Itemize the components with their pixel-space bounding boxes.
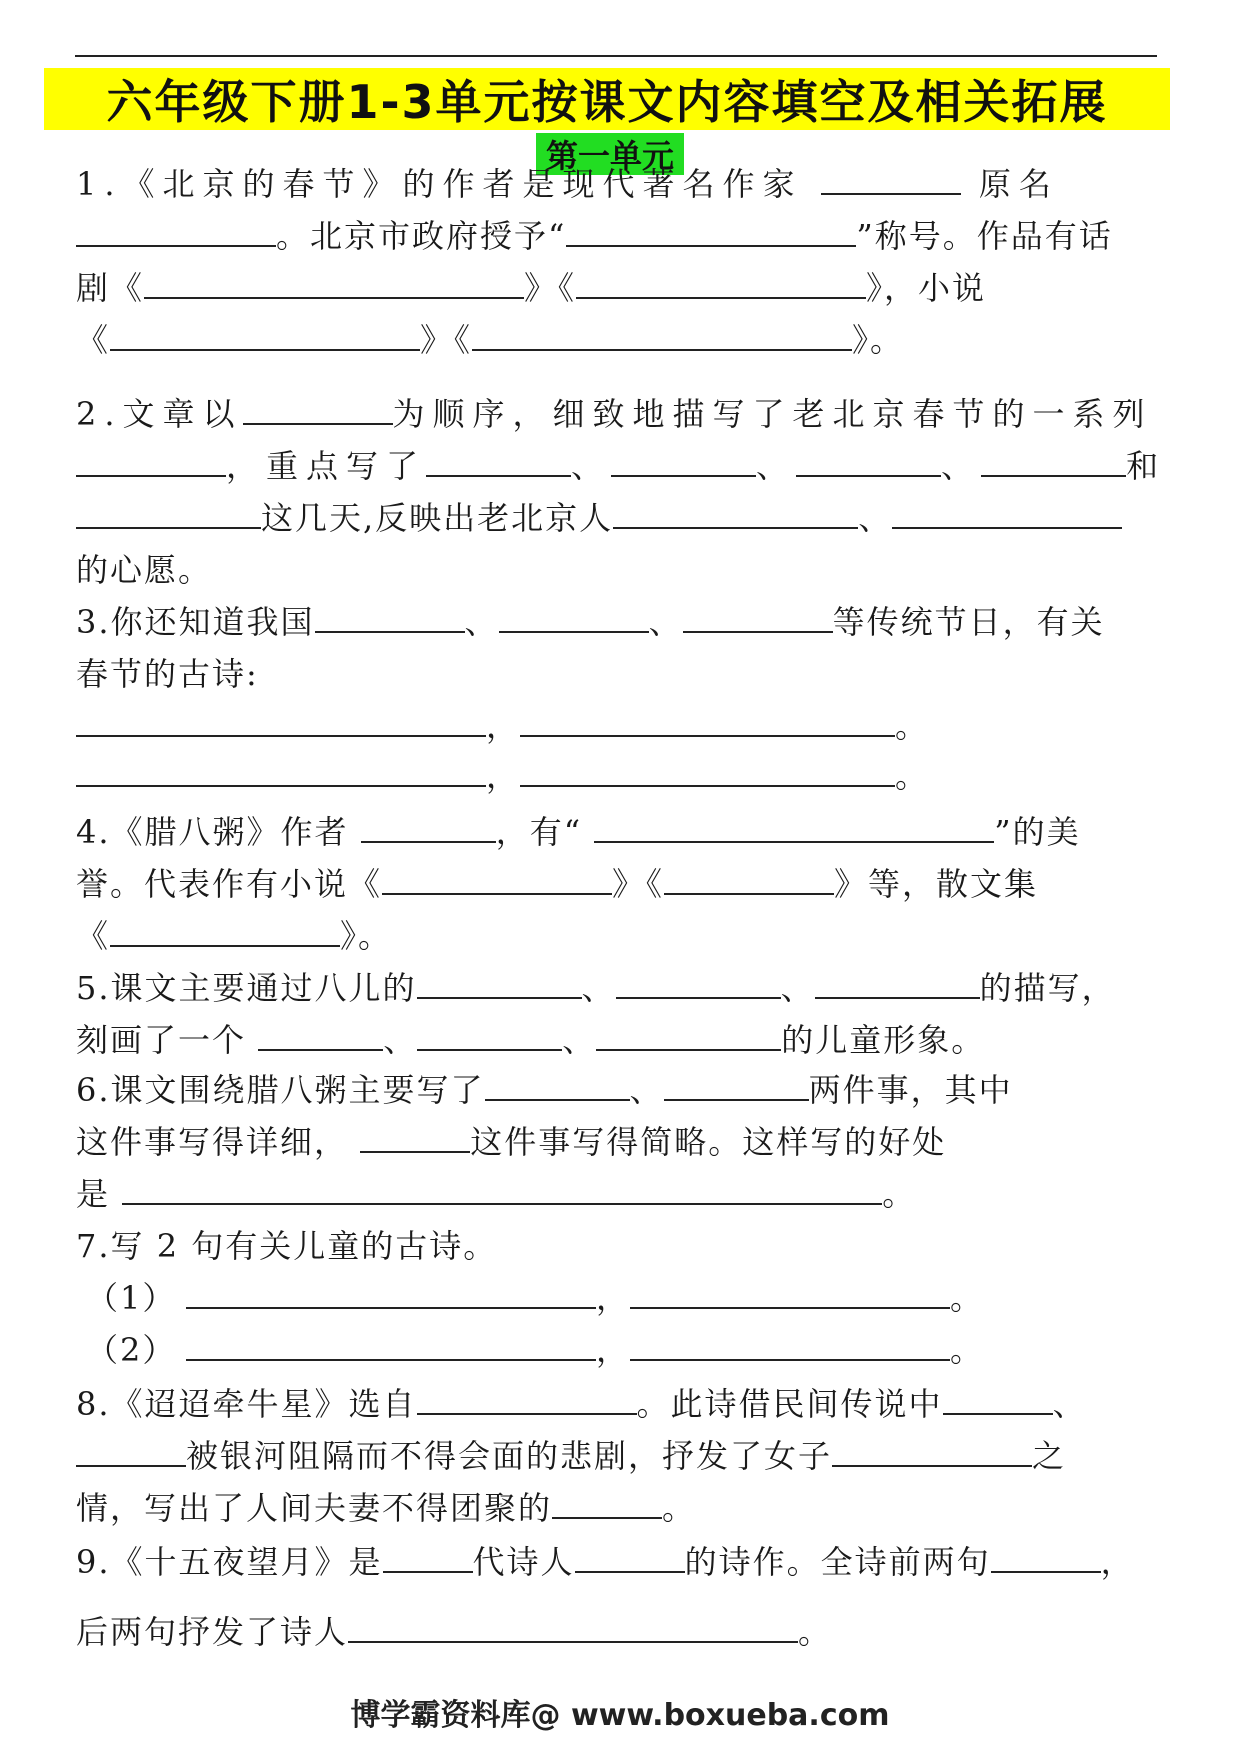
blank[interactable]: [683, 597, 833, 633]
q1-text: 《: [76, 321, 111, 359]
q1-text: 》《: [420, 321, 473, 359]
q2-text: 和: [1126, 447, 1167, 485]
q4-text: 《: [76, 917, 111, 955]
blank[interactable]: [576, 263, 866, 299]
blank[interactable]: [426, 441, 571, 477]
q2-text: 的心愿。: [76, 551, 213, 589]
blank[interactable]: [122, 1169, 882, 1205]
q1-text: 。北京市政府授予“: [276, 217, 567, 255]
q8-text: 。此诗借民间传说中: [636, 1385, 943, 1423]
q1-text: ”称号。作品有话: [856, 217, 1113, 255]
question-5: [76, 962, 1166, 1066]
blank[interactable]: [76, 493, 261, 529]
blank[interactable]: [943, 1379, 1053, 1415]
q1-text: 》《: [524, 269, 577, 307]
blank[interactable]: [552, 1483, 662, 1519]
q4-text: 》等，散文集: [834, 865, 1039, 903]
q7-text: ，: [596, 1279, 631, 1317]
blank[interactable]: [417, 1379, 637, 1415]
q7-number: （2）: [86, 1331, 177, 1369]
q5-text: 、: [562, 1021, 597, 1059]
q3-text: 、: [648, 603, 683, 641]
q2-text: 、: [858, 499, 893, 537]
blank[interactable]: [892, 493, 1122, 529]
q9-text: 后两句抒发了诗人: [76, 1613, 349, 1651]
q3-text: 。: [895, 707, 930, 745]
q2-text: ，重点写了: [226, 447, 427, 485]
q2-text: 2.文章以: [76, 395, 243, 433]
blank[interactable]: [76, 701, 486, 737]
blank[interactable]: [76, 751, 486, 787]
blank[interactable]: [485, 1065, 630, 1101]
q6-text: 、: [629, 1071, 664, 1109]
q4-text: ”的美: [994, 813, 1081, 851]
q8-text: 。: [662, 1489, 697, 1527]
q5-text: 、: [383, 1021, 418, 1059]
blank[interactable]: [616, 963, 781, 999]
blank[interactable]: [594, 807, 994, 843]
blank[interactable]: [417, 1015, 562, 1051]
blank[interactable]: [566, 211, 856, 247]
blank[interactable]: [348, 1607, 798, 1643]
blank[interactable]: [361, 807, 496, 843]
watermark: 博学霸资料库@ www.boxueba.com: [350, 1698, 890, 1733]
blank[interactable]: [630, 1325, 950, 1361]
q6-text: 。: [882, 1175, 917, 1213]
blank[interactable]: [258, 1015, 383, 1051]
q8-text: 情，写出了人间夫妻不得团聚的: [76, 1489, 553, 1527]
q6-text: 两件事，其中: [808, 1071, 1013, 1109]
question-6: [76, 1064, 1166, 1220]
q3-text: 、: [464, 603, 499, 641]
blank[interactable]: [991, 1537, 1101, 1573]
q4-text: 》《: [612, 865, 665, 903]
blank[interactable]: [520, 751, 895, 787]
q6-text: 这件事写得简略。这样写的好处: [470, 1123, 947, 1161]
q9-text: 。: [798, 1613, 833, 1651]
blank[interactable]: [315, 597, 465, 633]
q5-text: 、: [581, 969, 616, 1007]
q1-text: 1.《北京的春节》的作者是现代著名作家: [76, 165, 803, 203]
q8-text: 8.《迢迢牵牛星》选自: [76, 1385, 417, 1423]
blank[interactable]: [144, 263, 524, 299]
q5-text: 的儿童形象。: [781, 1021, 986, 1059]
title-banner: [44, 68, 1170, 130]
blank[interactable]: [664, 1065, 809, 1101]
question-8: [76, 1378, 1166, 1534]
question-7: [76, 1220, 1166, 1376]
blank[interactable]: [815, 963, 980, 999]
question-3: [76, 596, 1166, 800]
top-rule: [75, 55, 1157, 57]
q9-text: 的诗作。全诗前两句: [684, 1543, 991, 1581]
q3-text: ，: [486, 707, 521, 745]
q9-text: 9.《十五夜望月》是: [76, 1543, 383, 1581]
blank[interactable]: [796, 441, 941, 477]
q1-text: 原名: [978, 165, 1059, 203]
page-title: 六年级下册1-3单元按课文内容填空及相关拓展: [106, 75, 1108, 129]
q3-text: 3.你还知道我国: [76, 603, 315, 641]
blank[interactable]: [596, 1015, 781, 1051]
question-2: [76, 388, 1166, 596]
blank[interactable]: [499, 597, 649, 633]
q4-text: 誉。代表作有小说《: [76, 865, 383, 903]
q9-text: 代诗人: [472, 1543, 575, 1581]
blank[interactable]: [832, 1431, 1032, 1467]
blank[interactable]: [186, 1325, 596, 1361]
blank[interactable]: [110, 315, 420, 351]
q4-text: 》。: [340, 917, 393, 955]
blank[interactable]: [664, 859, 834, 895]
unit-heading: 第一单元: [536, 133, 684, 175]
q2-text: 、: [571, 447, 612, 485]
q2-text: 为顺序，细致地描写了老北京春节的一系列: [392, 395, 1153, 433]
q2-text: 这几天,反映出老北京人: [261, 499, 614, 537]
q7-text: 。: [950, 1331, 985, 1369]
q1-text: 》，小说: [866, 269, 987, 307]
blank[interactable]: [981, 441, 1126, 477]
blank[interactable]: [611, 441, 756, 477]
q8-text: 被银河阻隔而不得会面的悲剧，抒发了女子: [186, 1437, 833, 1475]
blank[interactable]: [382, 859, 612, 895]
q1-text: 剧《: [76, 269, 145, 307]
q2-text: 、: [941, 447, 982, 485]
blank[interactable]: [186, 1273, 596, 1309]
q7-text: ，: [596, 1331, 631, 1369]
blank[interactable]: [575, 1537, 685, 1573]
q5-text: 5.课文主要通过八儿的: [76, 969, 417, 1007]
blank[interactable]: [76, 211, 276, 247]
q6-text: 是: [76, 1175, 111, 1213]
q4-text: 4.《腊八粥》作者: [76, 813, 349, 851]
q1-text: 》。: [852, 321, 905, 359]
q3-text: ，: [486, 757, 521, 795]
blank[interactable]: [383, 1537, 473, 1573]
q4-text: ，有“: [495, 813, 583, 851]
blank[interactable]: [76, 1431, 186, 1467]
q9-text: ，: [1100, 1543, 1135, 1581]
q8-text: 、: [1052, 1385, 1087, 1423]
q8-text: 之: [1032, 1437, 1067, 1475]
blank[interactable]: [360, 1117, 470, 1153]
blank[interactable]: [821, 159, 961, 195]
blank[interactable]: [417, 963, 582, 999]
q7-text: 7.写 2 句有关儿童的古诗。: [76, 1227, 498, 1265]
q2-text: 、: [756, 447, 797, 485]
question-4: [76, 806, 1166, 962]
blank[interactable]: [630, 1273, 950, 1309]
blank[interactable]: [613, 493, 858, 529]
question-1: [76, 158, 1166, 366]
q3-text: 。: [895, 757, 930, 795]
q5-text: 刻画了一个: [76, 1021, 247, 1059]
q6-text: 这件事写得详细，: [76, 1123, 349, 1161]
q6-text: 6.课文围绕腊八粥主要写了: [76, 1071, 485, 1109]
q5-text: 、: [780, 969, 815, 1007]
question-9: [76, 1536, 1166, 1658]
q7-text: 。: [950, 1279, 985, 1317]
q3-text: 春节的古诗:: [76, 655, 259, 693]
q5-text: 的描写，: [979, 969, 1116, 1007]
blank[interactable]: [110, 911, 340, 947]
blank[interactable]: [76, 441, 226, 477]
q3-text: 等传统节日，有关: [832, 603, 1105, 641]
blank[interactable]: [472, 315, 852, 351]
blank[interactable]: [520, 701, 895, 737]
blank[interactable]: [243, 389, 393, 425]
q7-number: （1）: [86, 1279, 177, 1317]
